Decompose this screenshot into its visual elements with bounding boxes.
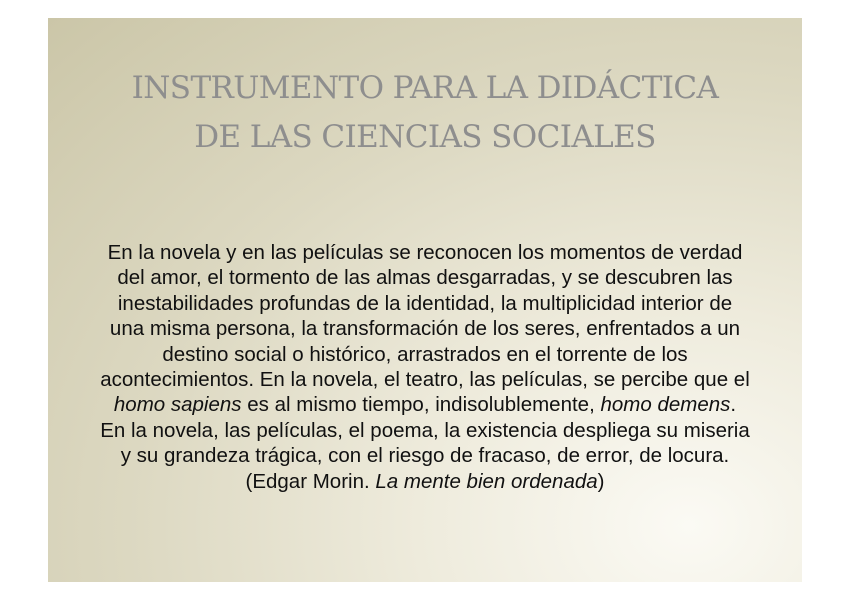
homo-sapiens-term: homo sapiens — [113, 393, 242, 417]
slide-title — [48, 64, 802, 162]
slide — [48, 18, 802, 582]
quote-line-4: una misma persona, la transformación de los seres, enfrentados a un — [109, 317, 741, 341]
citation-close: ) — [597, 469, 605, 493]
citation-book-title: La mente bien ordenada — [375, 469, 598, 493]
quote-line-2: del amor, el tormento de las almas desgarradas, y se descubren las — [117, 266, 733, 290]
citation-author: (Edgar Morin. — [245, 469, 376, 493]
quote-line-7-middle: es al mismo tiempo, indisolublemente, — [241, 393, 601, 417]
quote-line-9: y su grandeza trágica, con el riesgo de fracaso, de error, de locura. — [120, 444, 730, 468]
homo-demens-term: homo demens — [600, 393, 731, 417]
quote-line-7-end: . — [730, 393, 737, 417]
quote-line-7 — [48, 392, 802, 417]
quote-line-6: acontecimientos. En la novela, el teatro, las películas, se percibe que el — [100, 368, 750, 392]
quote-body — [48, 240, 802, 494]
quote-citation — [48, 469, 802, 494]
quote-line-5: destino social o histórico, arrastrados en el torrente de los — [162, 342, 688, 366]
title-line-2: DE LAS CIENCIAS SOCIALES — [194, 119, 656, 155]
title-line-1: INSTRUMENTO PARA LA DIDÁCTICA — [131, 70, 719, 106]
quote-line-1: En la novela y en las películas se reconocen los momentos de verdad — [107, 241, 743, 264]
quote-line-3: inestabilidades profundas de la identidad, la multiplicidad interior de — [117, 291, 733, 315]
quote-line-8: En la novela, las películas, el poema, la existencia despliega su miseria — [100, 418, 750, 442]
